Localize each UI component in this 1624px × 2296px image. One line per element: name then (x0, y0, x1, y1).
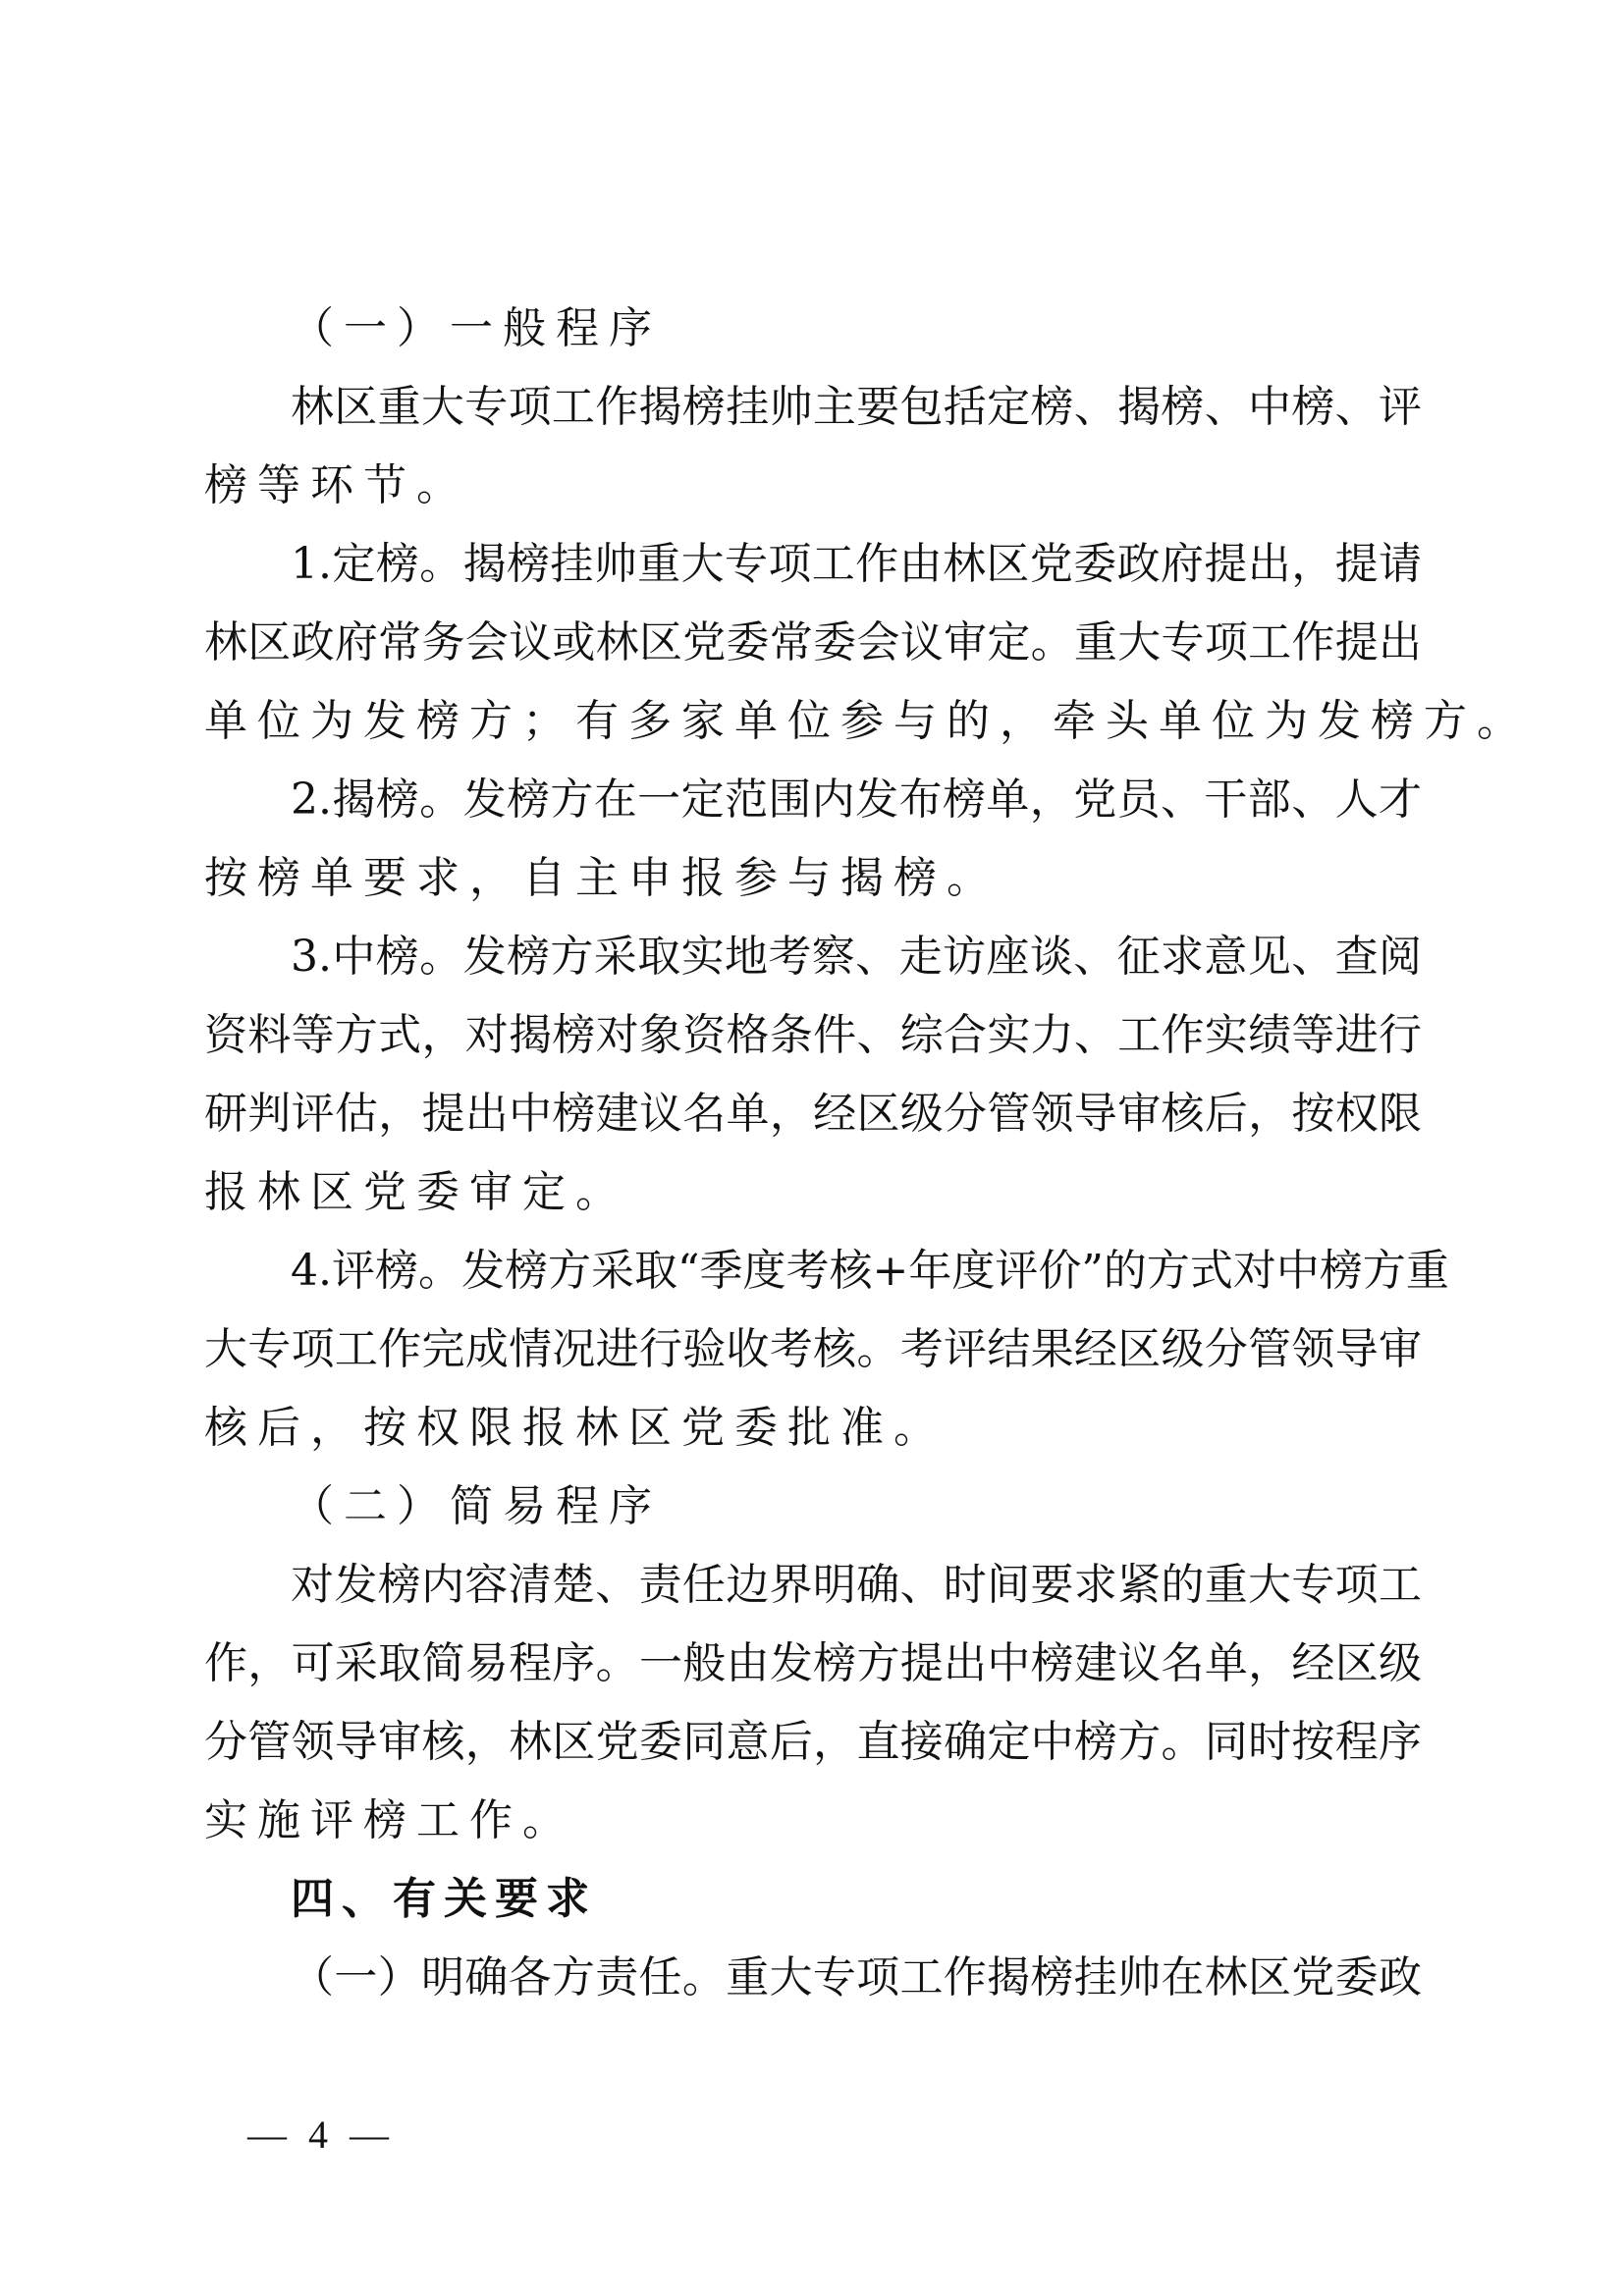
paragraph-line: 4.评榜。发榜方采取“季度考核+年度评价”的方式对中榜方重 (291, 1246, 1449, 1296)
paragraph-line: 核后，按权限报林区党委批准。 (204, 1403, 947, 1453)
paragraph-line: 2.揭榜。发榜方在一定范围内发布榜单，党员、干部、人才 (291, 774, 1422, 825)
heading-requirements: 四、有关要求 (291, 1874, 597, 1924)
page-number: — 4 — (247, 2112, 395, 2157)
heading-general-procedure: （一）一般程序 (291, 303, 662, 353)
heading-simple-procedure: （二）简易程序 (291, 1481, 662, 1531)
paragraph-line: 作，可采取简易程序。一般由发榜方提出中榜建议名单，经区级 (204, 1638, 1422, 1688)
paragraph-line: 报林区党委审定。 (204, 1167, 628, 1217)
paragraph-line: 单位为发榜方；有多家单位参与的，牵头单位为发榜方。 (204, 696, 1530, 746)
paragraph-line: 林区政府常务会议或林区党委常委会议审定。重大专项工作提出 (204, 617, 1422, 667)
paragraph-line: 1.定榜。揭榜挂帅重大专项工作由林区党委政府提出，提请 (291, 539, 1422, 589)
paragraph-line: 分管领导审核，林区党委同意后，直接确定中榜方。同时按程序 (204, 1717, 1422, 1767)
paragraph-line: （一）明确各方责任。重大专项工作揭榜挂帅在林区党委政 (291, 1952, 1422, 2002)
paragraph-line: 大专项工作完成情况进行验收考核。考评结果经区级分管领导审 (204, 1324, 1422, 1374)
paragraph-line: 研判评估，提出中榜建议名单，经区级分管领导审核后，按权限 (204, 1089, 1422, 1139)
paragraph-line: 3.中榜。发榜方采取实地考察、走访座谈、征求意见、查阅 (291, 932, 1422, 982)
paragraph-line: 按榜单要求，自主申报参与揭榜。 (204, 853, 1000, 903)
paragraph-line: 榜等环节。 (204, 460, 469, 510)
paragraph-line: 实施评榜工作。 (204, 1795, 575, 1845)
paragraph-line: 对发榜内容清楚、责任边界明确、时间要求紧的重大专项工 (291, 1560, 1422, 1610)
paragraph-line: 林区重大专项工作揭榜挂帅主要包括定榜、揭榜、中榜、评 (291, 382, 1422, 432)
paragraph-line: 资料等方式，对揭榜对象资格条件、综合实力、工作实绩等进行 (204, 1010, 1422, 1060)
